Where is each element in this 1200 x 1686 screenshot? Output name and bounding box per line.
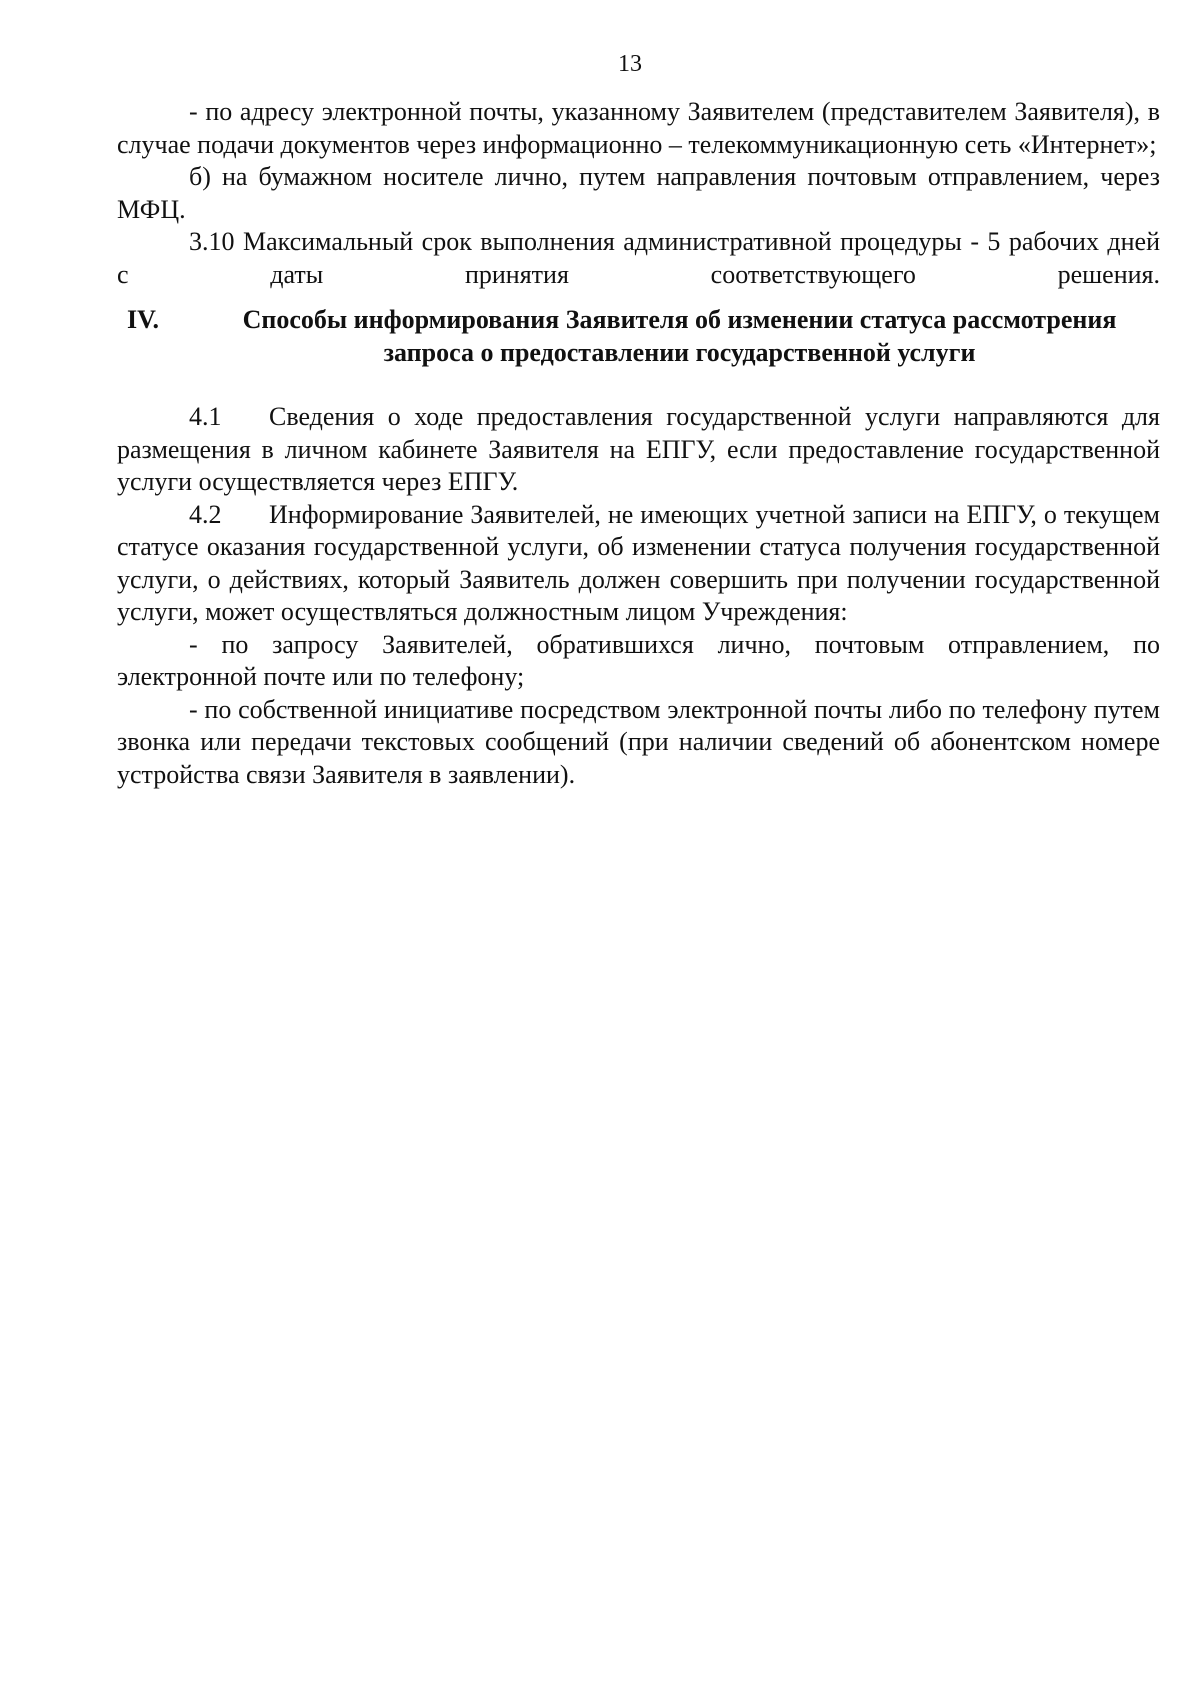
page-number: 13 xyxy=(618,51,642,77)
spacer xyxy=(117,369,1160,401)
clause-4-1 xyxy=(117,401,1160,499)
list-item: - по запросу Заявителей, обратившихся лично, почтовым отправлением, по электронной почте или по телефону; xyxy=(117,629,1160,691)
paragraph-email-delivery: - по адресу электронной почты, указанному Заявителем (представителем Заявителя), в случае подачи документов через информационно – телекоммуникационную сеть «Интернет»; xyxy=(117,97,1160,159)
document-body xyxy=(117,96,1160,791)
clause-4-1-text: Сведения о ходе предоставления государственной услуги направляются для размещения в личном кабинете Заявителя на ЕПГУ, если предоставление государственной услуги осуществляется через ЕПГУ. xyxy=(117,402,1160,496)
section-number: IV. xyxy=(127,305,160,334)
clause-3-10: 3.10 Максимальный срок выполнения административной процедуры - 5 рабочих дней с даты принятия соответствующего решения. xyxy=(117,227,1160,289)
section-heading xyxy=(117,304,1160,369)
paragraph-paper-delivery: б) на бумажном носителе лично, путем направления почтовым отправлением, через МФЦ. xyxy=(117,162,1160,224)
clause-4-2 xyxy=(117,499,1160,629)
section-title: Способы информирования Заявителя об изменении статуса рассмотрения запроса о предоставлении государственной услуги xyxy=(242,305,1117,367)
clause-4-1-number: 4.1 xyxy=(189,402,222,431)
list-item: - по собственной инициативе посредством электронной почты либо по телефону путем звонка или передачи текстовых сообщений (при наличии сведений об абонентском номере устройства связи Заявителя в заявлении). xyxy=(117,694,1160,789)
clause-4-2-number: 4.2 xyxy=(189,499,222,529)
clause-4-2-text: Информирование Заявителей, не имеющих учетной записи на ЕПГУ, о текущем статусе оказания государственной услуги, об изменении статуса получения государственной услуги, о действиях, который Заявитель должен совершить при получении государственной услуги, может осуществляться должностным лицом Учреждения: xyxy=(117,499,1160,626)
